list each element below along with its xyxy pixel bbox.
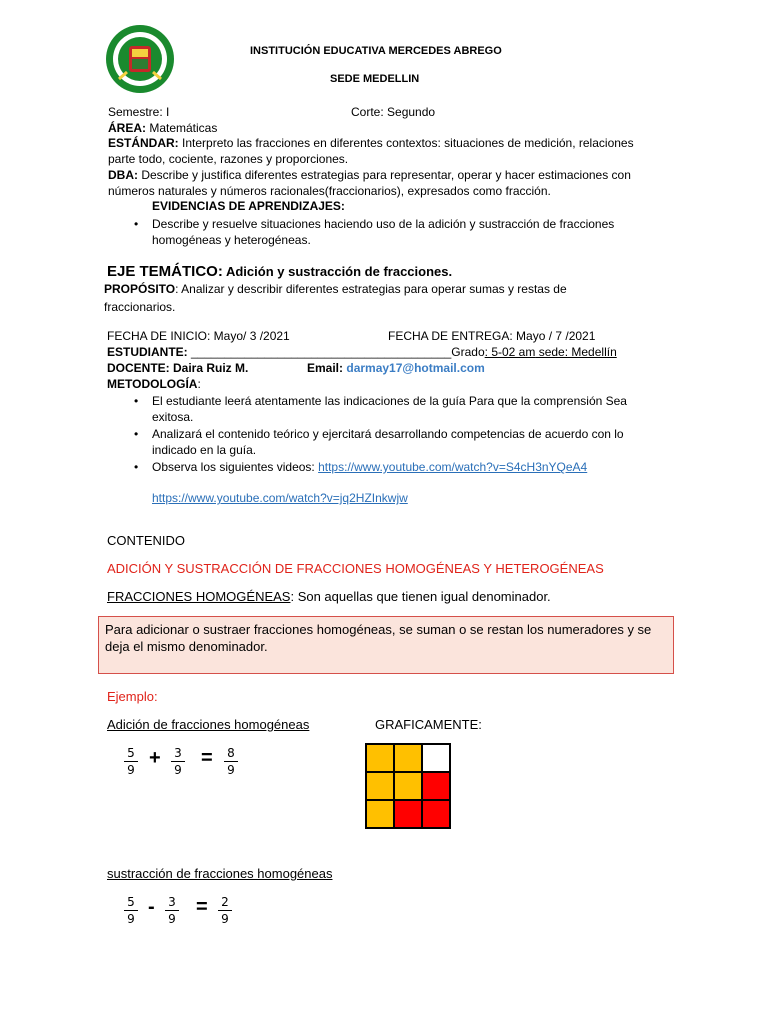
grid-cell-red [394, 800, 422, 828]
fecha-entrega: FECHA DE ENTREGA: Mayo / 7 /2021 [388, 329, 596, 343]
contenido-heading: CONTENIDO [107, 533, 185, 548]
area-value: Matemáticas [146, 121, 218, 135]
adicion-b-denominator: 9 [174, 763, 182, 777]
grid-cell-orange [366, 744, 394, 772]
rule-text: Para adicionar o sustraer fracciones homogéneas, se suman o se restan los numeradores y se deja el mismo denominador. [105, 622, 652, 654]
evidencias-label: EVIDENCIAS DE APRENDIZAJES: [152, 199, 345, 213]
grado-value: : 5-02 am [484, 345, 536, 359]
dba-text-1: Describe y justifica diferentes estrategias para representar, operar y hacer estimaciones con [138, 168, 631, 182]
proposito-line-1 [104, 282, 567, 296]
metodologia-colon: : [197, 377, 201, 391]
fecha-inicio: FECHA DE INICIO: Mayo/ 3 /2021 [107, 329, 290, 343]
sustraccion-title: sustracción de fracciones homogéneas [107, 866, 333, 881]
metodologia-label: METODOLOGÍA [107, 377, 198, 391]
sustraccion-b-denominator: 9 [168, 912, 176, 926]
video-link-1[interactable]: https://www.youtube.com/watch?v=S4cH3nYQeA4 [318, 460, 588, 474]
adicion-fraction-b [171, 746, 185, 777]
estudiante-blank: _______________________________________ [187, 345, 452, 359]
contenido-title: ADICIÓN Y SUSTRACCIÓN DE FRACCIONES HOMOGÉNEAS Y HETEROGÉNEAS [107, 561, 604, 576]
grid-cell-red [422, 800, 450, 828]
eje-tematico [107, 263, 452, 280]
docente-line [107, 361, 248, 375]
area-line [108, 121, 217, 135]
eje-label: EJE TEMÁTICO: [107, 263, 223, 280]
metodologia-heading [107, 377, 201, 391]
metodologia-item-3 [130, 459, 660, 475]
dba-label: DBA: [108, 168, 138, 182]
docente-label: DOCENTE: Daira Ruiz M. [107, 361, 249, 375]
definition-text: : Son aquellas que tienen igual denominador. [290, 589, 551, 604]
estudiante-label: ESTUDIANTE: [107, 345, 188, 359]
metodologia-item-2: • Analizará el contenido teórico y ejercitará desarrollando competencias de acuerdo con lo indicado en la guía. [130, 426, 660, 458]
sustraccion-fraction-b [165, 895, 179, 926]
video-link-2[interactable]: https://www.youtube.com/watch?v=jq2HZInkwjw [152, 491, 408, 505]
dba-text-2: números naturales y números racionales(fraccionarios), expresados como fracción. [108, 184, 551, 198]
graficamente-label: GRAFICAMENTE: [375, 717, 482, 732]
grid-cell-orange [366, 772, 394, 800]
sede-text: sede: Medellín [535, 345, 617, 359]
grid-cell-white [422, 744, 450, 772]
adicion-result [224, 746, 238, 777]
adicion-title: Adición de fracciones homogéneas [107, 717, 310, 732]
grid-cell-orange [394, 744, 422, 772]
proposito-text-1: : Analizar y describir diferentes estrategias para operar sumas y restas de [175, 282, 567, 296]
adicion-result-numerator: 8 [227, 746, 235, 760]
sustraccion-fraction-a [124, 895, 138, 926]
grid-cell-orange [366, 800, 394, 828]
grid-cell-red [422, 772, 450, 800]
rule-box [98, 616, 674, 674]
adicion-a-numerator: 5 [127, 746, 135, 760]
metodologia-list [130, 393, 660, 475]
estandar-text-1: Interpreto las fracciones en diferentes contextos: situaciones de medición, relaciones [178, 136, 634, 150]
definition-term: FRACCIONES HOMOGÉNEAS [107, 589, 291, 604]
estandar-line-1 [108, 136, 634, 150]
sustraccion-equals: = [196, 896, 208, 918]
estandar-text-2: parte todo, cociente, razones y proporciones. [108, 152, 349, 166]
adicion-equals: = [201, 747, 213, 769]
sustraccion-result-denominator: 9 [221, 912, 229, 926]
sustraccion-a-numerator: 5 [127, 895, 135, 909]
adicion-b-numerator: 3 [174, 746, 182, 760]
email-label: Email: [307, 361, 344, 375]
email-line [307, 361, 485, 375]
ejemplo-label: Ejemplo: [107, 689, 158, 704]
adicion-plus: + [149, 747, 161, 769]
corte: Corte: Segundo [351, 105, 436, 119]
sustraccion-result-numerator: 2 [221, 895, 229, 909]
email-link[interactable]: darmay17@hotmail.com [346, 361, 485, 375]
sustraccion-result [218, 895, 232, 926]
adicion-result-denominator: 9 [227, 763, 235, 777]
definition-line [107, 589, 551, 604]
area-label: ÁREA: [108, 121, 146, 135]
dba-line-1 [108, 168, 631, 182]
estandar-label: ESTÁNDAR: [108, 136, 179, 150]
sustraccion-b-numerator: 3 [168, 895, 176, 909]
grid-cell-orange [394, 772, 422, 800]
proposito-label: PROPÓSITO [104, 282, 176, 296]
estudiante-line [107, 345, 617, 359]
eje-value: Adición y sustracción de fracciones. [222, 264, 453, 279]
evidencias-item: • Describe y resuelve situaciones haciendo uso de la adición y sustracción de fracciones homogéneas y heterogéneas. [130, 216, 650, 248]
evidencias-list [130, 216, 650, 248]
videos-label: Observa los siguientes videos: [152, 460, 319, 474]
sustraccion-a-denominator: 9 [127, 912, 135, 926]
sede-name: SEDE MEDELLIN [330, 73, 420, 85]
adicion-a-denominator: 9 [127, 763, 135, 777]
metodologia-item-1: • El estudiante leerá atentamente las indicaciones de la guía Para que la comprensión Sea exitosa. [130, 393, 660, 425]
adicion-fraction-a [124, 746, 138, 777]
proposito-text-2: fraccionarios. [104, 300, 176, 314]
fraction-grid [365, 743, 451, 829]
grado-label: Grado [451, 345, 485, 359]
school-logo [105, 24, 175, 94]
semestre: Semestre: I [108, 105, 170, 119]
institution-name: INSTITUCIÓN EDUCATIVA MERCEDES ABREGO [250, 45, 502, 57]
sustraccion-minus: - [148, 896, 155, 918]
